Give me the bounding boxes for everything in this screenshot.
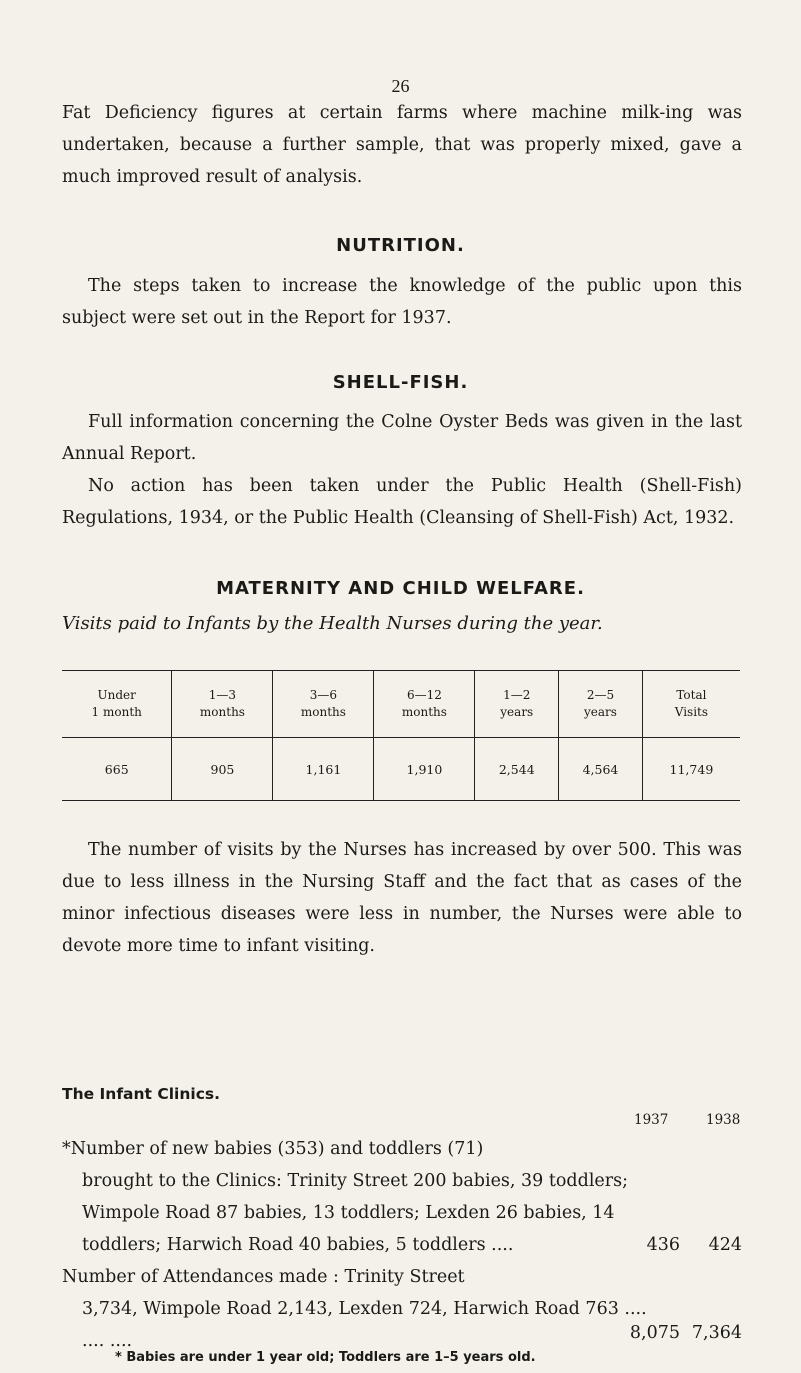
visits-value-row — [62, 738, 740, 801]
shellfish-para-2: No action has been taken under the Public Health (Shell-Fish) Regulations, 1934, or the Public Health (Cleansing of Shell-Fish) Act, 1932. — [62, 476, 742, 528]
header-under-1-month: Under 1 month — [62, 671, 172, 738]
attendances-row — [62, 1261, 647, 1357]
year-1937-header: 1937 — [634, 1112, 669, 1128]
header-1-2-years: 1—2 years — [475, 671, 559, 738]
header-total-visits: Total Visits — [642, 671, 740, 738]
attendances-1937: 8,075 — [629, 1323, 680, 1343]
header-1-3-months: 1—3 months — [172, 671, 273, 738]
shellfish-heading: SHELL-FISH. — [332, 372, 469, 393]
new-babies-row-cont: brought to the Clinics: Trinity Street 200 babies, 39 toddlers; Wimpole Road 87 babies, 13 toddlers; Lexden 26 babies, 14 toddlers; Harwich Road 40 babies, 5 toddlers .... — [82, 1171, 629, 1255]
nutrition-heading: NUTRITION. — [336, 235, 465, 256]
page-number: 26 — [391, 76, 410, 96]
value-total-visits: 11,749 — [642, 738, 740, 801]
header-6-12-months: 6—12 months — [374, 671, 475, 738]
value-2-5-years: 4,564 — [559, 738, 643, 801]
year-1938-header: 1938 — [706, 1112, 741, 1128]
age-footnote: * Babies are under 1 year old; Toddlers are 1–5 years old. — [115, 1350, 536, 1365]
value-under-1-month: 665 — [62, 738, 172, 801]
new-babies-1937: 436 — [646, 1235, 680, 1255]
header-3-6-months: 3—6 months — [273, 671, 374, 738]
visits-table — [62, 670, 740, 801]
value-1-2-years: 2,544 — [475, 738, 559, 801]
nutrition-text: The steps taken to increase the knowledge of the public upon this subject were set out in the Report for 1937. — [62, 276, 742, 328]
new-babies-row-first: *Number of new babies (353) and toddlers (71) — [62, 1139, 484, 1159]
visits-header-row — [62, 671, 740, 738]
attendances-row-cont: 3,734, Wimpole Road 2,143, Lexden 724, Harwich Road 763 .... .... .... — [82, 1299, 647, 1351]
value-1-3-months: 905 — [172, 738, 273, 801]
intro-paragraph: Fat Deficiency figures at certain farms where machine milk-ing was undertaken, because a further sample, that was properly mixed, gave a much improved result of analysis. — [62, 103, 742, 187]
header-2-5-years: 2—5 years — [559, 671, 643, 738]
infant-clinics-title: The Infant Clinics. — [62, 1085, 221, 1103]
value-3-6-months: 1,161 — [273, 738, 374, 801]
maternity-heading: MATERNITY AND CHILD WELFARE. — [216, 578, 585, 599]
new-babies-1938: 424 — [708, 1235, 742, 1255]
attendances-1938: 7,364 — [691, 1323, 742, 1343]
value-6-12-months: 1,910 — [374, 738, 475, 801]
attendances-row-first: Number of Attendances made : Trinity Street — [62, 1267, 465, 1287]
visits-commentary: The number of visits by the Nurses has increased by over 500. This was due to less illness in the Nursing Staff and the fact that as cases of the minor infectious diseases were less in number, the Nurses were able to devote more time to infant visiting. — [62, 840, 742, 956]
new-babies-row — [62, 1133, 647, 1261]
shellfish-para-1: Full information concerning the Colne Oyster Beds was given in the last Annual Report. — [62, 412, 742, 464]
visits-subheading: Visits paid to Infants by the Health Nurses during the year. — [62, 613, 603, 634]
